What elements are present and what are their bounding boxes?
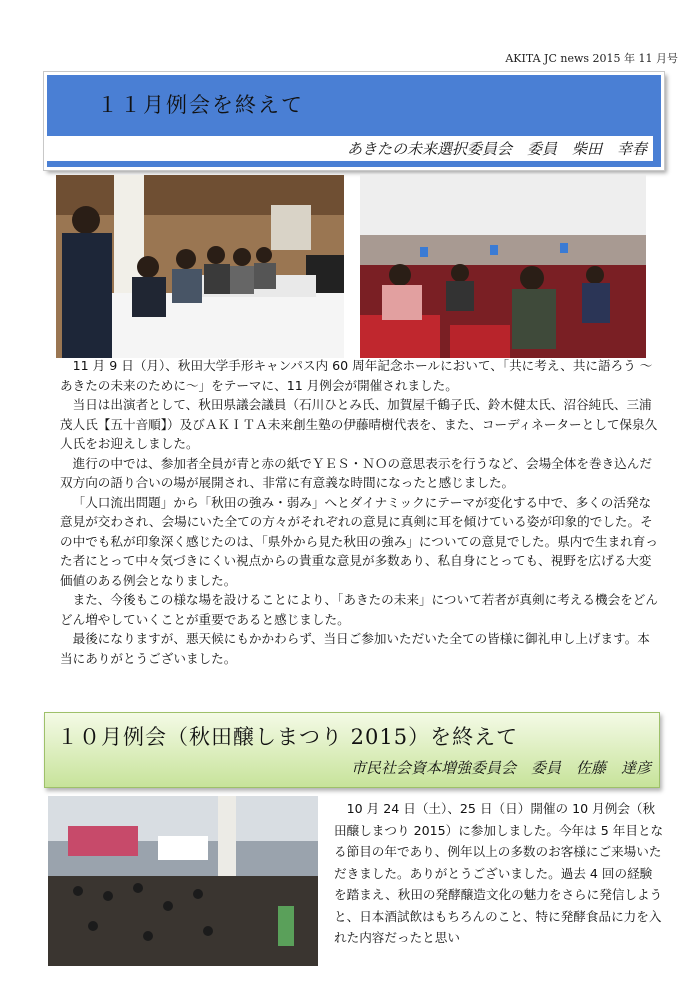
section1-paragraph: また、今後もこの様な場を設けることにより、「あきたの未来」について若者が真剣に考える機会をどんどん増やしていくことが重要であると感じました。 — [60, 592, 658, 627]
newsletter-issue-label: AKITA JC news 2015 年 11 月号 — [505, 52, 678, 65]
section2-author: 市民社会資本増強委員会 委員 佐藤 達彦 — [350, 759, 651, 777]
section2-paragraph: 10 月 24 日（土）、25 日（日）開催の 10 月例会（秋田醸しまつり 2015）に参加しました。今年は 5 年目となる節目の年であり、例年以上の多数のお客様にご来場いただきました。ありがとうございました。過去 4 回の経験を踏まえ、秋田の発酵醸造文化の魅力をさらに発信しようと、日本酒試飲はもちろんのこと、特に発酵食品に力を入れた内容だったと思い — [334, 801, 664, 945]
photo-audience — [360, 175, 646, 358]
section1-paragraph: 進行の中では、参加者全員が青と赤の紙でＹＥＳ・ＮＯの意思表示を行うなど、会場全体を巻き込んだ双方向の語り合いの場が展開され、非常に有意義な時間になったと感じました。 — [60, 455, 652, 490]
section2-title-box — [44, 712, 660, 788]
photo-festival-crowd — [48, 796, 318, 966]
section1-author: あきたの未来選択委員会 委員 柴田 幸春 — [47, 136, 653, 161]
section1-title-box — [44, 72, 664, 170]
photo-panel-discussion — [56, 175, 344, 358]
section1-title: １１月例会を終えて — [97, 93, 304, 117]
section1-paragraph: 当日は出演者として、秋田県議会議員（石川ひとみ氏、加賀屋千鶴子氏、鈴木健太氏、沼谷純氏、三浦茂人氏【五十音順】）及びＡＫＩＴＡ未来創生塾の伊藤晴樹代表を、また、コーディネーターとして保泉久人氏をお迎えしました。 — [60, 397, 658, 451]
section2-body — [334, 798, 664, 949]
section1-paragraph: 「人口流出問題」から「秋田の強み・弱み」へとダイナミックにテーマが変化する中で、多くの活発な意見が交わされ、会場にいた全ての方々がそれぞれの意見に真剣に耳を傾けている姿が印象的でした。その中でも私が印象深く感じたのは、「県外から見た秋田の強み」についての意見でした。県内で生まれ育った者にとって中々気づきにくい視点からの貴重な意見が多数あり、私自身にとっても、視野を広げる大変価値のある例会となりました。 — [60, 494, 658, 588]
section1-paragraph: 最後になりますが、悪天候にもかかわらず、当日ご参加いただいた全ての皆様に御礼申し上げます。本当にありがとうございました。 — [60, 631, 650, 666]
section2-title: １０月例会（秋田醸しまつり 2015）を終えて — [57, 725, 519, 749]
section1-body — [60, 356, 660, 668]
section1-paragraph: 11 月 9 日（月）、秋田大学手形キャンパス内 60 周年記念ホールにおいて、「共に考え、共に語ろう ～あきたの未来のために～」をテーマに、11 月例会が開催されました。 — [60, 358, 653, 393]
